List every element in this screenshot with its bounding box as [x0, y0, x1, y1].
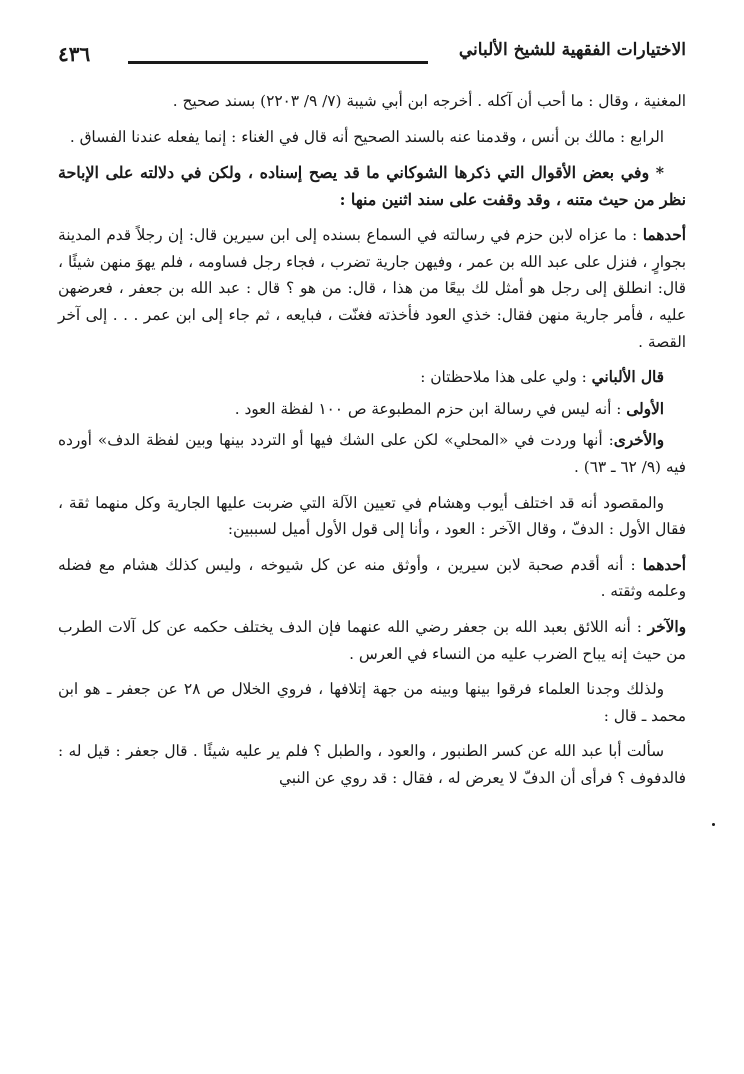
paragraph-text: سألت أبا عبد الله عن كسر الطنبور ، والعود ، والطبل ؟ فلم ير عليه شيئًا . قال جعفر : قيل له : فالدفوف ؟ فرأى أن الدفّ لا يعرض له ، فقال : قد روي عن النبي [58, 742, 686, 787]
paragraph-text: : ولي على هذا ملاحظتان : [420, 368, 592, 387]
body-text [58, 88, 686, 800]
paragraph-5 [58, 364, 686, 391]
paragraph-lead: أحدهما [642, 555, 686, 574]
paragraph-2 [58, 124, 686, 151]
scan-speck [712, 823, 715, 826]
paragraph-12 [58, 738, 686, 791]
paragraph-7 [58, 427, 686, 480]
header-rule [128, 61, 428, 64]
paragraph-text: : أنه اللائق بعبد الله بن جعفر رضي الله عنهما فإن الدف يختلف حكمه عن كل آلات الطرب من حيث إنه يباح الضرب عليه من النساء في العرس . [58, 617, 686, 663]
paragraph-text: : أنها وردت في «المحلي» لكن على الشك فيها أو التردد بينها وبين لفظة الدف» أورده فيه (٩/ ٦٢ ـ ٦٣) . [58, 431, 686, 476]
paragraph-text: : ما عزاه لابن حزم في رسالته في السماع بسنده إلى ابن سيرين قال: إن رجلاً قدم المدينة بجوارٍ ، فنزل على عبد الله بن عمر ، وفيهن جارية تضرب ، فجاء رجل فساومه ، فلم يهوَ منهن شيئًا ، قال: انطلق إلى رجل هو أمثل لك بيعًا من هذا ، قال: من هو ؟ قال : عبد الله بن جعفر ، فعرضهن عليه ، فأمر جارية منهن فقال: خذي العود فأخذته فغنّت ، فبايعه ، ثم جاء إلى ابن عمر . . . إلى آخر القصة . [58, 226, 686, 351]
paragraph-text: * وفي بعض الأقوال التي ذكرها الشوكاني ما قد يصح إسناده ، ولكن في دلالته على الإباحة نظر من حيث متنه ، وقد وقفت على سند اثنين منها : [58, 163, 686, 210]
paragraph-text: : أنه أقدم صحبة لابن سيرين ، وأوثق منه عن كل شيوخه ، وليس كذلك هشام مع فضله وعلمه وثقته . [58, 555, 686, 601]
paragraph-lead: أحدهما [642, 226, 686, 245]
page-number: ٤٣٦ [58, 42, 91, 66]
paragraph-6 [58, 396, 686, 423]
paragraph-text: والمقصود أنه قد اختلف أيوب وهشام في تعيين الآلة التي ضربت عليها الجارية وكل منهما ثقة ، فقال الأول : الدفّ ، وقال الآخر : العود ، وأنا إلى قول الأول أميل لسببين: [58, 493, 686, 539]
paragraph-text: : أنه ليس في رسالة ابن حزم المطبوعة ص ١٠٠ لفظة العود . [234, 399, 627, 418]
paragraph-1 [58, 88, 686, 115]
paragraph-8 [58, 490, 686, 543]
paragraph-text: ولذلك وجدنا العلماء فرقوا بينها وبينه من جهة إتلافها ، فروي الخلال ص ٢٨ عن جعفر ـ هو ابن محمد ـ قال : [58, 680, 686, 725]
paragraph-lead: الأولى [626, 399, 664, 418]
paragraph-lead: والأخرى [613, 431, 664, 450]
paragraph-text: المغنية ، وقال : ما أحب أن آكله . أخرجه ابن أبي شيبة (٧/ ٩/ ٢٢٠٣) بسند صحيح . [172, 92, 686, 110]
paragraph-10 [58, 614, 686, 667]
paragraph-lead: والآخر [647, 617, 686, 636]
document-page [58, 28, 686, 1058]
running-title: الاختيارات الفقهية للشيخ الألباني [458, 40, 686, 60]
paragraph-9 [58, 552, 686, 605]
paragraph-11 [58, 676, 686, 729]
paragraph-lead: قال الألباني [591, 368, 664, 387]
paragraph-text: الرابع : مالك بن أنس ، وقدمنا عنه بالسند الصحيح أنه قال في الغناء : إنما يفعله عندنا الفساق . [69, 127, 664, 146]
page-header [58, 28, 686, 80]
paragraph-3 [58, 159, 686, 213]
paragraph-4 [58, 222, 686, 355]
